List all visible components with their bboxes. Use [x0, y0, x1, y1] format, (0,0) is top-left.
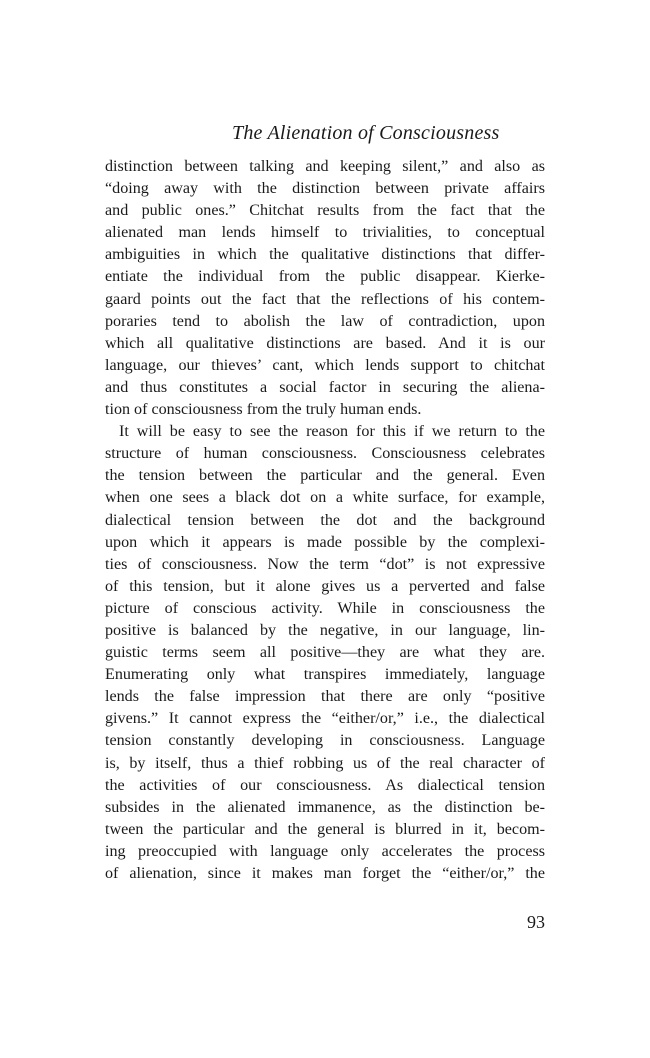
text-line: of alienation, since it makes man forget the “either/or,” the	[105, 865, 545, 882]
text-line: and public ones.” Chitchat results from the fact that the	[105, 202, 545, 220]
text-line: ambiguities in which the qualitative distinctions that differ-	[105, 246, 545, 264]
text-line: ing preoccupied with language only accelerates the process	[105, 842, 545, 860]
text-line: givens.” It cannot express the “either/or,” i.e., the dialectical	[105, 710, 545, 728]
running-head: The Alienation of Consciousness	[232, 122, 500, 144]
text-line: distinction between talking and keeping silent,” and also as	[105, 158, 545, 175]
text-line: which all qualitative distinctions are based. And it is our	[105, 334, 545, 352]
text-line: the activities of our consciousness. As dialectical tension	[105, 776, 545, 794]
text-line: the tension between the particular and the general. Even	[105, 467, 545, 485]
body-text	[105, 156, 545, 885]
text-line: upon which it appears is made possible by the complexi-	[105, 533, 545, 551]
text-line: picture of conscious activity. While in consciousness the	[105, 599, 545, 617]
text-line: structure of human consciousness. Consciousness celebrates	[105, 445, 545, 463]
text-line: guistic terms seem all positive—they are what they are.	[105, 644, 545, 662]
text-line: of this tension, but it alone gives us a perverted and false	[105, 577, 545, 595]
text-line: positive is balanced by the negative, in our language, lin-	[105, 621, 545, 639]
text-line: Enumerating only what transpires immediately, language	[105, 666, 545, 684]
page-number: 93	[527, 912, 545, 932]
text-line: tween the particular and the general is blurred in it, becom-	[105, 820, 545, 838]
text-line: It will be easy to see the reason for this if we return to the	[119, 423, 545, 441]
paragraph-2	[105, 421, 545, 885]
text-line: is, by itself, thus a thief robbing us of the real character of	[105, 754, 545, 772]
text-line: and thus constitutes a social factor in securing the aliena-	[105, 378, 545, 396]
text-line: subsides in the alienated immanence, as the distinction be-	[105, 798, 545, 816]
text-line: tension constantly developing in consciousness. Language	[105, 732, 545, 750]
text-line: gaard points out the fact that the reflections of his contem-	[105, 290, 545, 308]
text-line: poraries tend to abolish the law of contradiction, upon	[105, 312, 545, 330]
text-line: language, our thieves’ cant, which lends support to chitchat	[105, 356, 545, 374]
text-line: dialectical tension between the dot and the background	[105, 511, 545, 529]
text-line: lends the false impression that there are only “positive	[105, 688, 545, 706]
text-line: “doing away with the distinction between private affairs	[105, 180, 545, 198]
text-line: tion of consciousness from the truly human ends.	[105, 401, 422, 419]
text-line: ties of consciousness. Now the term “dot” is not expressive	[105, 555, 545, 573]
text-line: when one sees a black dot on a white surface, for example,	[105, 489, 545, 507]
text-line: entiate the individual from the public disappear. Kierke-	[105, 268, 545, 286]
paragraph-1	[105, 156, 545, 421]
text-line: alienated man lends himself to trivialities, to conceptual	[105, 224, 545, 242]
